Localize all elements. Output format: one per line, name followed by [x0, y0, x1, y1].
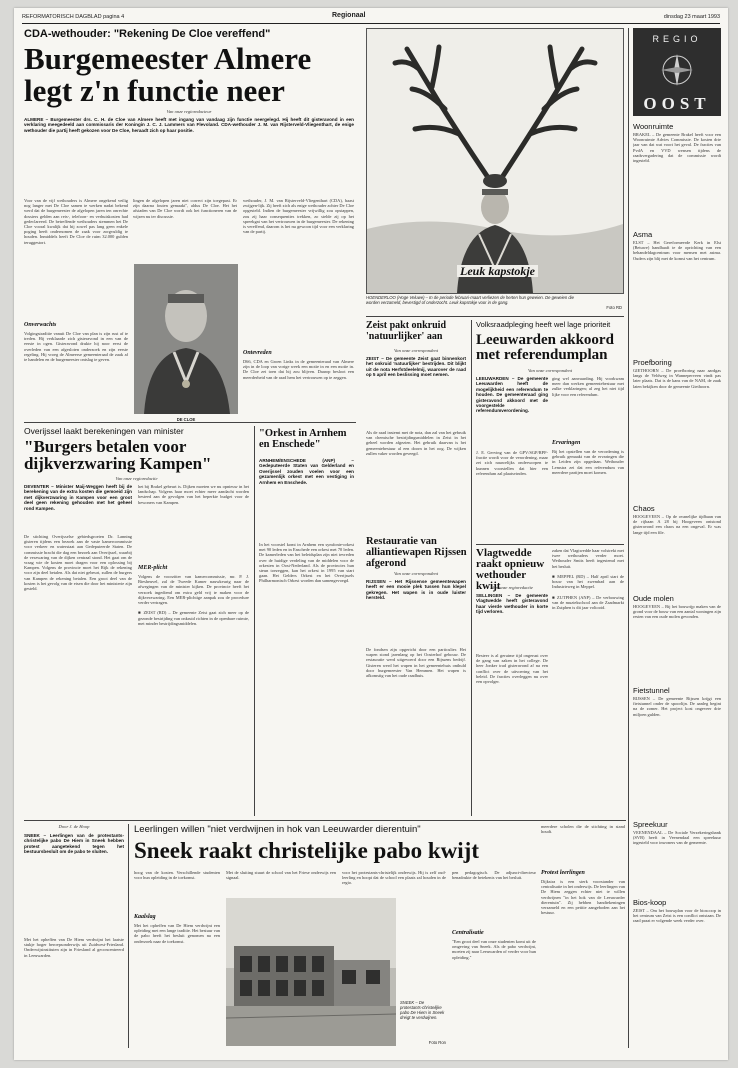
- sneek-body-col2b: Met het opheffen van De Hiem verdwijnt een opleiding met een lange traditie. Het bestuur van de pabo heeft het besluit genomen na een onderzoek naar de toekomst.: [134, 923, 220, 944]
- leeuwarden-byline: Van onze correspondent: [528, 368, 572, 373]
- page-header: [22, 12, 720, 22]
- sidebar-text: BRAKEL – De gemeente Brakel heeft voor een Woonruimte Advies Commissie. De kosten drie jaar van dat wat voort het geval. De fracties van PvdA en VVD wensen tijdens de raadsvergadering dat de commissie wordt ingesteld.: [633, 132, 721, 164]
- logo-oost-text: OOST: [643, 94, 711, 113]
- vlagtwedde-body-col2: zaken dat Vlagtwedde haar volstrekt met twee wethouders verder moet. Wethouder Smits heeft ingestemd met het besluit. ■ MEPPEL (RD) – Half april start de bouw van het zwembad aan de Industrieweg in Meppel. ■ ZUTPHEN (ANP) – De verbouwing van de muziekschool aan de Zaadmarkt in Zutphen is dit jaar voltooid.: [552, 548, 624, 611]
- sidebar-heading: Spreekuur: [633, 820, 668, 829]
- kampen-body-col2b: Volgens de voorzitter van kamercommissie, mr. P. J. Biesheuvel, zal de Tweede Kamer nauwkeurig naar de afwegingen van de minister kijken. De provincie heeft het verzoek ingediend om extra geld vrij te maken voor de dijkverzwaring. Een MER-plichtige aanpak zou de procedure verder vertragen. ■ ZEIST (RD) – De gemeente Zeist gaat zich meer op de gezonde bestrijding van onkruid richten in de openbare ruimte, met minder bestrijdingsmiddelen.: [138, 574, 249, 626]
- leeuwarden-subhead: Ervaringen: [552, 440, 581, 446]
- sneek-headline: Sneek raakt christelijke pabo kwijt: [134, 838, 479, 863]
- rijssen-byline: Van onze correspondent: [394, 571, 438, 576]
- enschede-body: In het voorstel komt in Arnhem een symfonie-orkest met 90 leden en in Enschede een orkest met 70 leden. De kamerleden van het beleidsplan zijn niet tevreden over de huidige verdeling van de middelen voor de orkesten in Oost-Nederland. Als de provincies hun steun toezeggen, kan het orkest in 1995 van start gaan. Het Gelders Orkest en het Overijssels Philharmonisch Orkest worden dan samengevoegd.: [259, 542, 354, 584]
- divider: [366, 316, 624, 317]
- lead-subhead-2: Ontevreden: [243, 350, 272, 356]
- lead-subhead-1: Onverwachts: [24, 322, 57, 328]
- sidebar-heading: Oude molen: [633, 594, 674, 603]
- leeuwarden-body-col1: J. E. Gerving van de GPV/SGP/RPF-fractie wordt voor de verordening, maar zei zich nauwelijks onderworpen te kunnen voorstellen dat hier een referendum zal plaatsvinden.: [476, 450, 548, 476]
- sneek-body-col2: hoog van de kosten. Verschillende studenten voor hun opleiding in de toekomst.: [134, 870, 220, 881]
- decloe-photo-caption: DE CLOE: [176, 417, 196, 422]
- sidebar-text: VEENENDAAL – De Sociale Verzekeringsbank (SVB) heeft in Veenendaal een spreekuur ingesteld voor inwoners van de gemeente.: [633, 830, 721, 846]
- column-rule: [471, 320, 472, 816]
- antler-illustration: [367, 29, 623, 293]
- sidebar-text: GIETHOORN – De proefboring naar aardgas langs de Veldweg in Wanneperveen vindt pas later plaats. Dat is de kans van de NAM, de zaak laten bekijken door de gemeente Giethoorn.: [633, 368, 721, 389]
- enschede-lead: ARNHEM/ENSCHEDE (ANP) – Gedeputeerde Staten van Gelderland en Overijssel zouden voelen voor een gezamenlijk orkest met een vestiging in Arnhem en Enschede.: [259, 458, 354, 485]
- column-rule: [128, 824, 129, 1048]
- sidebar-text: RIJSSEN – De gemeente Rijssen krijgt een fietstunnel onder de spoorlijn. De aanleg begint na de zomer. Het project kost ongeveer drie miljoen gulden.: [633, 696, 721, 717]
- divider: [476, 544, 624, 545]
- sidebar-text: ZEIST – Om het bouwplan voor de bioscoop in het centrum van Zeist is een conflict ontstaan. De raad praat er volgende week verder over.: [633, 908, 721, 924]
- leeuwarden-kicker: Volksraadpleging heeft wel lage prioriteit: [476, 320, 611, 329]
- sidebar-text: HOOGEVEEN – Bij het bouwrijp maken van de grond voor de bouw van een aantal woningen zijn resten van een oude molen gevonden.: [633, 604, 721, 620]
- vlagtwedde-byline: Van onze regioredactie: [490, 585, 533, 590]
- portrait-illustration: [134, 264, 238, 414]
- kampen-body-col1: De stichting Overijsselse gebiedsgroeien Dr. Lanning gisteren tijdens een bezoek aan de vaste kamercommissie voor verkeer en waterstaat aan Gedeputeerde Staten. De commissie bracht die dag een bezoek aan Overijssel, waarbij de verzwaring van de dijken centraal stond. Het gaat om de vraag wie de kosten moet dragen voor een oplossing bij Kampen. Volgens de provincie moet het Rijk de rekening voor zijn deel betalen. Als dat niet gebeurt, zullen de burgers van Kampen de rekening betalen. Een groot deel van de kosten is het gevolg van de eisen die door het ministerie zijn gesteld.: [24, 534, 132, 592]
- sneek-byline: Door J. de Hoop: [58, 824, 90, 829]
- lead-headline-line2: legt z'n functie neer: [24, 73, 285, 108]
- lead-body-col1b: Volgingstraditie vanuit De Cloe van plan is zijn rust af te treden. Hij verklaarde zich gisteravond in een van de eerste in ogen. Gisteravond drukte hij noor eerst de overleden van een afgesloten onderzoek en zijn eerste regeling. Hij vroeg de Almeerse gemeenteraad de zaak af te handelen en de burgemeester ontslag te geven.: [24, 331, 128, 363]
- sneek-photo-credit: Foto Ron: [428, 1040, 446, 1045]
- sidebar-text: ELST – Het Gereformeerde Kerk in Elst (Betuwe) handhaaft te de oprichting van een behandeldagcentrum voor mensen met astma. Ouders zijn blij met de komst van het centrum.: [633, 240, 721, 261]
- leeuwarden-headline: Leeuwarden akkoord met referendumplan: [476, 332, 614, 363]
- antler-photo-title: Leuk kapstokje: [457, 265, 538, 277]
- divider: [24, 820, 626, 821]
- sneek-body-col5b: Dijkstra is een sterk voorstander van centralisatie in het onderwijs. De leerlingen van De Hiem zeggen echter niet te willen verdwijnen "in het hok van de Leeuwarder dierentuin". Zij hebben handtekeningen verzameld en een petitie aangeboden aan het bestuur.: [541, 879, 625, 916]
- paper-name: REFORMATORISCH DAGBLAD pagina 4: [22, 14, 125, 20]
- sneek-subhead-2: Centralisatie: [452, 930, 484, 936]
- sneek-photo-intro: Met de sluiting stuurt de school van het Friese onderwijs een signaal.: [226, 870, 336, 881]
- sidebar-heading: Proefboring: [633, 358, 672, 367]
- sidebar-heading: Chaos: [633, 504, 655, 513]
- zeist-byline: Van onze correspondent: [394, 348, 438, 353]
- divider: [24, 422, 356, 423]
- page-date: dinsdag 23 maart 1993: [663, 14, 720, 20]
- rijssen-lead: RIJSSEN – Het Rijssense gemeentewapen heeft er een mooie plek tussen hun klepel gekregen. Het wapen is in oude luister hersteld.: [366, 579, 466, 601]
- antler-photo: [366, 28, 624, 294]
- sneek-body-col4: pen pedagogisch. De adjunct-directeur benadrukte de betekenis van het besluit.: [452, 870, 536, 881]
- kampen-lead: DEVENTER – Minister Maij-Weggen heeft bij de berekening van de extra kosten die gemoeid zijn met dijkverzwaring in Kampen voor een groot deel geen rekening gehouden met het geheel rond Kampen.: [24, 484, 132, 511]
- lead-body-col3b: D66, CDA en Groen Links in de gemeenteraad van Almere zijn in de loop van vorige week een motie in en een motie in. De Cloe zei toen dat hij zou blijven. Daarop besloot een meerderheid van de raad hem het vertrouwen op te zeggen.: [243, 359, 354, 380]
- sneek-photo-caption: SNEEK – De protestants-christelijke pabo De Hiem in Sneek dreigt te verdwijnen.: [400, 1000, 445, 1020]
- zeist-lead: ZEIST – De gemeente Zeist gaat binnenkort het onkruid 'natuurlijker' bestrijden. Dit blijkt uit de nota Herfstdeelelmij, waarover de raad op 5 april een beslissing moet nemen.: [366, 356, 466, 378]
- lead-headline-line1: Burgemeester Almere: [24, 41, 312, 76]
- zeist-body: Als de raad instemt met de nota, dan zal van het gebruik van chemische bestrijdingsmiddelen in Zeist in het geheel worden afgezien. Het gebruik daarvan is het gemeentebestuur al een doorn in het oog. De wijken zullen vaker worden geveegd.: [366, 430, 466, 456]
- rijssen-headline: Restauratie van alliantiewapen Rijssen afgerond: [366, 536, 467, 569]
- sneek-lead: SNEEK – Leerlingen van de protestants-christelijke pabo De Hiem in Sneek hebben protest aangetekend tegen het bestuursbesluit om de pabo te sluiten.: [24, 833, 124, 855]
- kampen-body-col2: het bij Brakel gebeurt is. Dijken moeten we nu opnieuw in het landschap. Volgens haar moet echter meer aandacht worden besteed aan de gevolgen van het beperkte budget voor de bewoners van Kampen.: [138, 484, 249, 505]
- sneek-body-col5: meerdere scholen die de stichting in stand houdt.: [541, 824, 625, 835]
- header-rule: [22, 23, 720, 24]
- rijssen-body: De fondsen zijn opgericht door een particulier. Het wapen stond jarenlang op het Oosterhof gebouw. De restauratie werd uitgevoerd door een Rijssens bedrijf. Gisteren werd het wapen in het gemeentehuis onthuld door burgemeester Van Hemmen. Het wapen is afkomstig van het oude raadhuis.: [366, 647, 466, 679]
- vlagtwedde-lead: SELLINGEN – De gemeente Vlagtwedde heeft gisteravond haar vierde wethouder in korte tijd verloren.: [476, 593, 548, 615]
- lead-byline: Van onze regioredacteur: [166, 109, 212, 114]
- sidebar-text: HOOGEVEEN – Op de ovanelijke tijdbaan van de rijbaan A 28 bij Hoogeveen ontstond gisteravond een chaos na een ongeval. Er was lange tijd een file.: [633, 514, 721, 535]
- sidebar-rule: [628, 28, 629, 1048]
- sidebar-heading: Bios-koop: [633, 898, 667, 907]
- lead-body-col2: lingen de afgelopen jaren niet correct zijn toegepast. Er zijn daarna fouten gemaakt", aldus De Cloe. Het het afstaden van De Cloe wordt ook het functioneren van de wijzen nu ter discussie.: [133, 198, 237, 219]
- zeist-headline: Zeist pakt onkruid 'natuurlijker' aan: [366, 320, 447, 342]
- sidebar-heading: Asma: [633, 230, 653, 239]
- vlagtwedde-body: Besteer is al geruime tijd ongerust over de gang van zaken in het college. De heer Jonker trad gisteravond af na een conflict over de uitvoering van het beleid. De fracties overleggen nu over een opvolger.: [476, 653, 548, 685]
- lead-body-col1: Voor van de vijf wethouders is Almere ongekend veilig nog langer met De Cloe samen te werken nadat bekend werd dat de burgemeester de afgelopen jaren ten onrechte dossiers gelden aan reis-, telefoon- en verhuiskosten had gedeclareerd. De betreffende wethouders stemmen het De Cloe vooral kwalijk dat hij zowel pas lang geen enkele poging heeft ondernomen de zaak voor zorgvuldig te houden. Inmiddels heeft De Cloe de ruim 32.000 gulden teruggestort.: [24, 198, 128, 245]
- section-title: Regionaal: [332, 12, 366, 19]
- logo-regio-text: REGIO: [652, 34, 702, 44]
- regio-oost-logo: [633, 28, 721, 116]
- sneek-body-col1: Met het opheffen van De Hiem verdwijnt het laatste stukje hoger beroepsonderwijs uit Zuidwest-Friesland. Onderwijsinstituten zijn in Friesland al geconcentreerd in Leeuwarden.: [24, 937, 124, 958]
- sneek-body-col4b: "Een groot deel van onze studenten komt uit de omgeving van Sneek. Als de pabo verdwijnt, moeten zij naar Leeuwarden of verder voor hun opleiding.": [452, 939, 536, 960]
- vlagtwedde-headline: Vlagtwedde raakt opnieuw wethouder kwijt: [476, 547, 545, 592]
- sneek-subhead-3: Protest leerlingen: [541, 870, 585, 876]
- enschede-headline: "Orkest in Arnhem en Enschede": [259, 428, 347, 450]
- leeuwarden-body-col2: ging wel aanvaarding. Hij voorkwam meer dan werken gemeentebestuur met zulke verklaringen; al zeg het niet tijd lijke voor een referendum.: [552, 376, 624, 397]
- lead-kicker: CDA-wethouder: "Rekening De Cloe vereffend": [24, 28, 271, 40]
- kampen-kicker: Overijssel laakt berekeningen van minister: [24, 426, 184, 436]
- compass-icon: [647, 50, 707, 90]
- antler-photo-credit: Foto RD: [606, 305, 622, 310]
- kampen-headline: "Burgers betalen voor dijkverzwaring Kampen": [24, 437, 212, 473]
- sidebar-heading: Fietstunnel: [633, 686, 670, 695]
- sneek-body-col3: voor het protestants-christelijk onderwijs. Hij is zelf oud-leerling en hoopt dat de school een plaats zal houden in de regio.: [342, 870, 446, 886]
- decloe-portrait-photo: [134, 264, 238, 414]
- column-rule: [254, 426, 255, 816]
- sneek-subhead-1: Kaalslag: [134, 914, 156, 920]
- lead-intro: ALMERE – Burgemeester drs. C. H. de Cloe van Almere heeft met ingang van vandaag zijn functie neergelegd. Hij heeft dit gisteravond in een verklaring meegedeeld aan commissaris der Koningin J. C. J. Lammers van Flevoland. CDA-wethouder J. M. van Rijsterveld-Vliegenthart, de enige wethouder die partij heeft gekozen voor De Cloe, heraadt zich op haar positie.: [24, 117, 354, 133]
- sidebar-heading: Woonruimte: [633, 122, 674, 131]
- kampen-subhead: MER-plicht: [138, 565, 168, 571]
- lead-body-col3: wethouder, J. M. van Rijsterveld-Vliegenthart (CDA), baast zwijgen-lijk. Zij heeft zich als enige wethouder achter De Cloe opgesteld. Indien de burgemeester vrijwillig zou opstappen, zou zij haar consequenties trekken, zo stelde zij op het spreekgat van het vertrouwen in de burgemeester. De rekening is vereffend, daarom is het nu gewoon tijd voor een verklaring van de partij.: [243, 198, 354, 235]
- sneek-kicker: Leerlingen willen "niet verdwijnen in hok van Leeuwarder dierentuin": [134, 824, 421, 835]
- antler-photo-caption: HOENDERLOO (Hoge Veluwe) – In de periode februari-maart verliezen de herten hun geweien. De geweien die worden verzameld, bevestigd of onderzocht. Leuk kapstokje voor in de gang.: [366, 295, 574, 305]
- leeuwarden-lead: LEEUWARDEN – De gemeente Leeuwarden heeft de mogelijkheid een referendum te houden. De gemeenteraad ging gisteravond akkoord met de voorgestelde referendumverordening.: [476, 376, 548, 414]
- leeuwarden-body-col2b: Bij het opstellen van de verordening is gebruik gemaakt van de ervaringen die in Leiden zijn opgedaan. Wethouder Lemstra zei dat een referendum van meerdere partijen moet komen.: [552, 449, 624, 475]
- newspaper-page: [14, 8, 728, 1060]
- kampen-byline: Van onze regioredactie: [115, 476, 158, 481]
